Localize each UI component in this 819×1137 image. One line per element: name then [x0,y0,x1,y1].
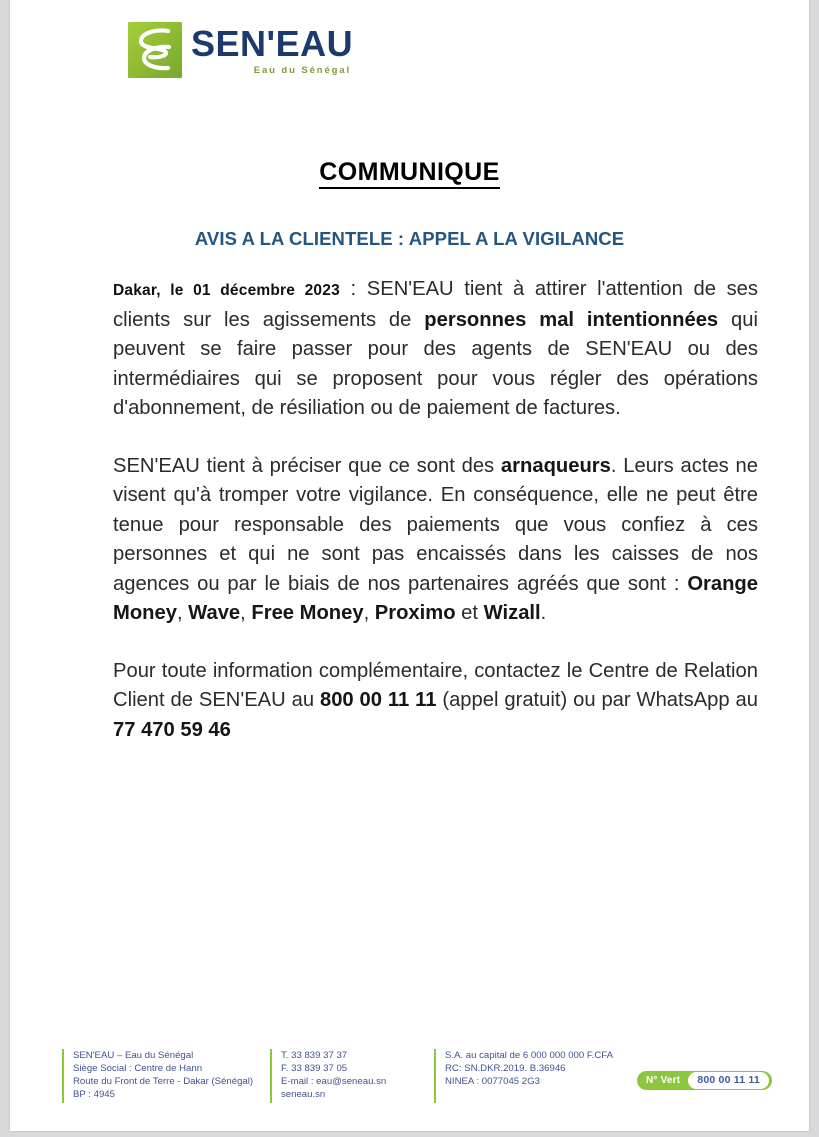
seneau-tagline: Eau du Sénégal [253,65,352,76]
footer-line: BP : 4945 [73,1089,115,1100]
footer-line: SEN'EAU – Eau du Sénégal [73,1050,194,1061]
seneau-logo [128,22,353,78]
footer-column-legal [434,1049,649,1103]
toll-free-label: N° Vert [646,1075,681,1086]
dateline: Dakar, le 01 décembre 2023 [113,282,340,299]
footer-line: E-mail : eau@seneau.sn [281,1076,387,1087]
p3-text-2: (appel gratuit) ou par WhatsApp au [436,689,758,711]
p2-text-1: SEN'EAU tient à préciser que ce sont des [113,454,501,477]
footer-line: F. 33 839 37 05 [281,1063,348,1074]
partner-wave: Wave [188,602,241,624]
footer-line: seneau.sn [281,1089,326,1100]
partner-orange-money: Orange Money [113,572,758,624]
p2-sep-1: , [176,602,189,624]
paragraph-3 [113,657,758,746]
footer-column-address [62,1049,267,1103]
document-footer [62,1049,772,1109]
p3-text-1: Pour toute information complémentaire, contactez le Centre de Relation Client de SEN'EAU au [113,659,758,711]
contact-whatsapp-number: 77 470 59 46 [113,718,231,741]
document-title-text: COMMUNIQUE [319,158,499,189]
partner-free-money: Free Money [251,602,364,624]
contact-phone-number: 800 00 11 11 [319,689,437,711]
p2-sep-2: , [240,602,252,624]
seneau-logo-text [191,22,353,76]
partner-proximo: Proximo [374,602,456,624]
p2-sep-4: et [455,602,484,624]
paragraph-2 [113,452,758,629]
p2-bold-arnaqueurs: arnaqueurs [500,454,611,477]
footer-line: Siège Social : Centre de Hann [73,1063,203,1074]
document-body [113,275,758,745]
paragraph-1 [113,275,758,424]
p1-text-2: qui peuvent se faire passer pour des agents de SEN'EAU ou des intermédiaires qui se proposent pour vous régler des opérations d'abonnement, de résiliation ou de paiement de factures. [113,308,758,419]
toll-free-number: 800 00 11 11 [688,1072,769,1089]
document-title [10,158,809,187]
footer-line: T. 33 839 37 37 [281,1050,348,1061]
p2-text-end: . [540,602,547,624]
p2-sep-3: , [363,602,375,624]
toll-free-number-badge [637,1071,772,1090]
p2-text-2: . Leurs actes ne visent qu'à tromper votre vigilance. En conséquence, elle ne peut être tenue pour responsable des paiements que vous confiez à ces personnes et qui ne sont pas encaissés dans les caisses de nos agences ou par le biais de nos partenaires agréés que sont : [113,454,758,595]
footer-line: Route du Front de Terre - Dakar (Sénégal) [73,1076,254,1087]
footer-line: NINEA : 0077045 2G3 [445,1076,540,1087]
p1-bold-1: personnes mal intentionnées [424,308,719,331]
seneau-wave-mark-icon [128,22,182,78]
document-page [10,0,809,1131]
footer-line: S.A. au capital de 6 000 000 000 F.CFA [445,1050,614,1061]
document-subtitle: AVIS A LA CLIENTELE : APPEL A LA VIGILANCE [194,228,625,249]
seneau-wordmark: SEN'EAU [191,23,354,64]
footer-column-contact [270,1049,435,1103]
p1-text-1: : SEN'EAU tient à attirer l'attention de ses clients sur les agissements de [113,278,759,331]
footer-line: RC: SN.DKR.2019. B.36946 [445,1063,566,1074]
partner-wizall: Wizall [483,602,541,624]
